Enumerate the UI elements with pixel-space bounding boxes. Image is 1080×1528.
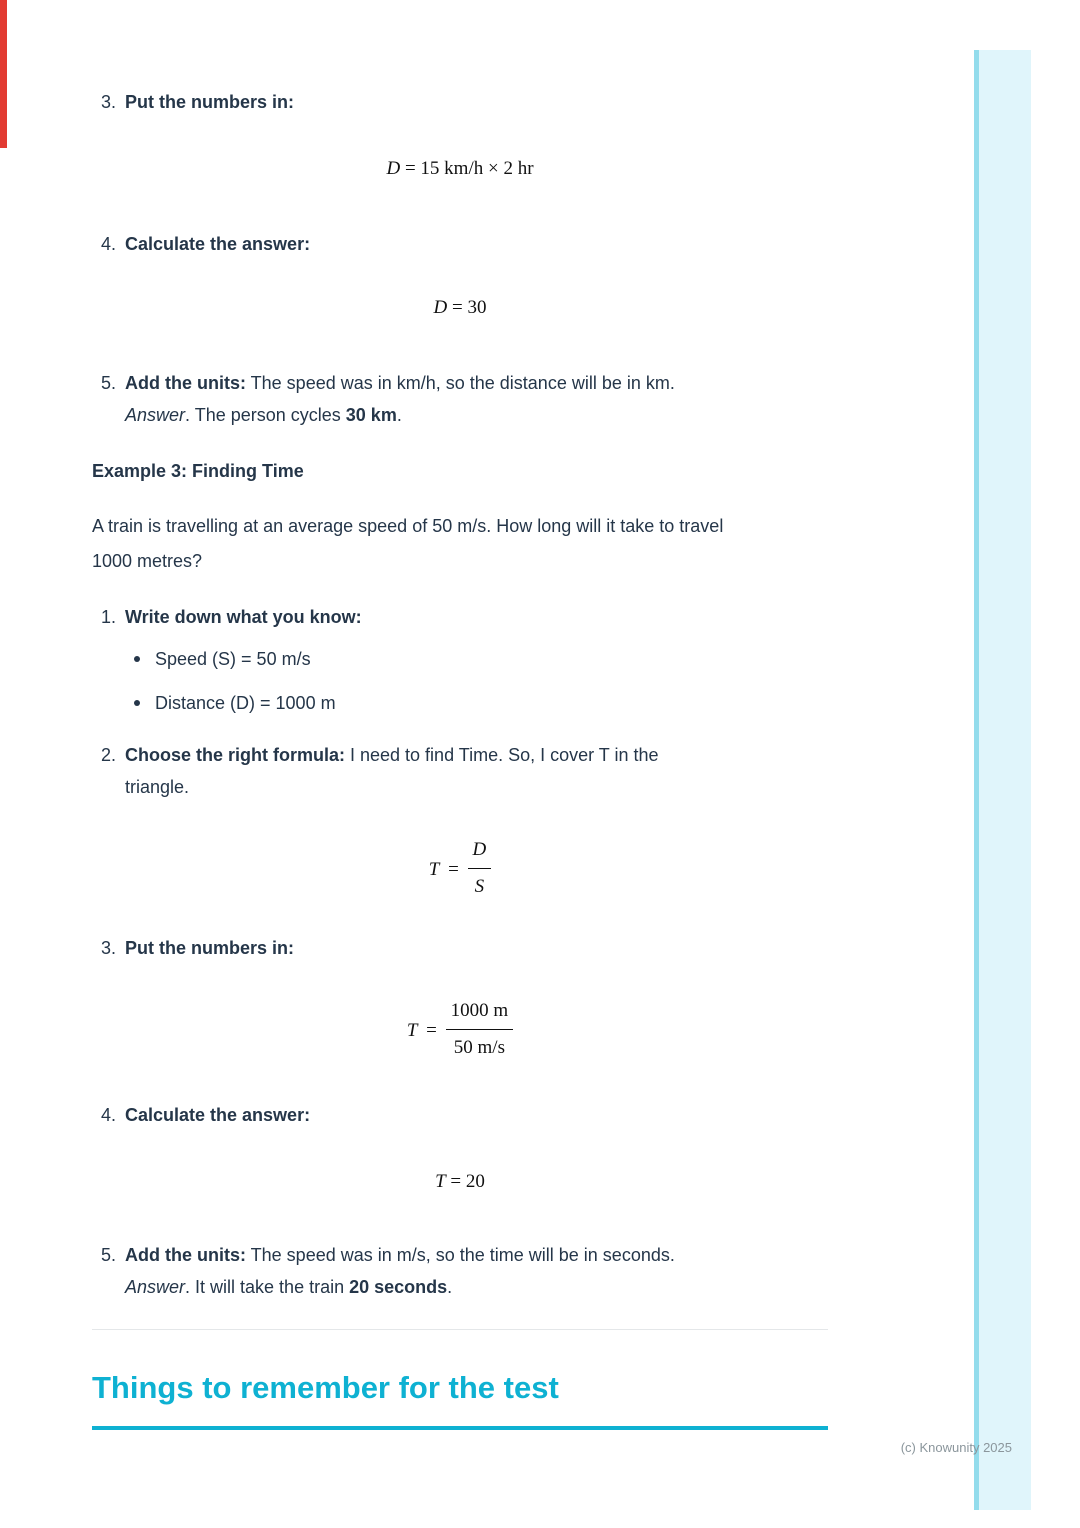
answer-text: . It will take the train bbox=[185, 1277, 350, 1297]
step-number: 4. bbox=[100, 1105, 116, 1125]
fraction-denominator: 50 m/s bbox=[453, 1037, 505, 1058]
list-item bbox=[134, 643, 828, 675]
fraction-denominator: S bbox=[474, 876, 485, 897]
step-label: Add the units: bbox=[125, 1245, 246, 1265]
formula-time-result bbox=[92, 1167, 828, 1197]
equals-sign: = bbox=[426, 1019, 437, 1041]
answer-line bbox=[125, 1271, 828, 1303]
step-text bbox=[125, 739, 725, 803]
answer-period: . bbox=[396, 405, 402, 425]
step-4-calculate-2 bbox=[92, 1099, 828, 1131]
step-line bbox=[125, 1239, 828, 1271]
copyright-credit: (c) Knowunity 2025 bbox=[900, 1440, 1012, 1455]
step-label: Put the numbers in: bbox=[125, 92, 295, 112]
step-text bbox=[125, 1239, 828, 1303]
step-number: 3. bbox=[100, 938, 116, 958]
formula-variable: T bbox=[428, 858, 440, 880]
left-red-stripe bbox=[0, 0, 7, 148]
formula-distance-calculation bbox=[92, 154, 828, 184]
formula-variable: D bbox=[386, 158, 401, 179]
section-title: Things to remember for the test bbox=[92, 1370, 559, 1405]
step-text bbox=[125, 86, 828, 118]
list-item bbox=[134, 687, 828, 719]
fraction bbox=[468, 835, 492, 902]
step-text bbox=[125, 367, 828, 431]
answer-word: Answer bbox=[125, 405, 186, 425]
section-divider bbox=[92, 1329, 828, 1330]
step-3-put-numbers bbox=[92, 86, 828, 118]
step-label: Calculate the answer: bbox=[125, 1105, 311, 1125]
step-5-add-units bbox=[92, 367, 828, 431]
step-1-write-down bbox=[92, 601, 828, 633]
step-text bbox=[125, 228, 828, 260]
formula-time-numbers bbox=[92, 1000, 828, 1063]
step-text bbox=[125, 601, 828, 633]
bullet-icon bbox=[134, 700, 140, 706]
formula-variable: D bbox=[433, 297, 448, 318]
equals-sign: = bbox=[448, 858, 459, 880]
step-detail: I need to find Time. So, I cover T in the triangle. bbox=[125, 745, 659, 797]
step-number: 4. bbox=[100, 234, 116, 254]
step-number: 5. bbox=[100, 1245, 116, 1265]
step-5-add-units-2 bbox=[92, 1239, 828, 1303]
formula-expression: = 20 bbox=[445, 1171, 485, 1192]
answer-value: 20 seconds bbox=[349, 1277, 448, 1297]
step-3-put-numbers-2 bbox=[92, 932, 828, 964]
step-number: 5. bbox=[100, 373, 116, 393]
example-3-intro: A train is travelling at an average speed of 50 m/s. How long will it take to travel 1000 metres? bbox=[92, 516, 724, 571]
step-label: Put the numbers in: bbox=[125, 938, 295, 958]
step-label: Choose the right formula: bbox=[125, 745, 345, 765]
step-detail: The speed was in km/h, so the distance will be in km. bbox=[245, 373, 675, 393]
answer-period: . bbox=[447, 1277, 453, 1297]
document-content bbox=[92, 86, 828, 1430]
step-line bbox=[125, 367, 828, 399]
step-number: 2. bbox=[100, 745, 116, 765]
fraction-numerator: D bbox=[468, 835, 492, 869]
answer-word: Answer bbox=[125, 1277, 186, 1297]
list-item-text: Distance (D) = 1000 m bbox=[155, 693, 336, 713]
fraction-numerator: 1000 m bbox=[446, 996, 514, 1030]
right-blue-band bbox=[979, 50, 1031, 1510]
formula-expression: = 30 bbox=[447, 297, 487, 318]
formula-time-definition bbox=[92, 839, 828, 902]
example-3-heading: Example 3: Finding Time bbox=[92, 461, 304, 481]
answer-value: 30 km bbox=[345, 405, 397, 425]
formula-variable: T bbox=[406, 1019, 418, 1041]
step-label: Calculate the answer: bbox=[125, 234, 311, 254]
step-4-calculate bbox=[92, 228, 828, 260]
step-number: 3. bbox=[100, 92, 116, 112]
answer-line bbox=[125, 399, 828, 431]
fraction bbox=[446, 996, 514, 1063]
list-item-text: Speed (S) = 50 m/s bbox=[155, 649, 311, 669]
step-2-choose-formula bbox=[92, 739, 828, 803]
step-text bbox=[125, 1099, 828, 1131]
step-detail: The speed was in m/s, so the time will be in seconds. bbox=[245, 1245, 675, 1265]
step-label: Add the units: bbox=[125, 373, 246, 393]
answer-text: . The person cycles bbox=[185, 405, 346, 425]
step-number: 1. bbox=[100, 607, 116, 627]
formula-variable: T bbox=[435, 1171, 446, 1192]
known-values-list bbox=[134, 643, 828, 719]
step-text bbox=[125, 932, 828, 964]
bullet-icon bbox=[134, 656, 140, 662]
formula-distance-result bbox=[92, 293, 828, 323]
formula-expression: = 15 km/h × 2 hr bbox=[400, 158, 534, 179]
step-label: Write down what you know: bbox=[125, 607, 362, 627]
section-title-underline bbox=[92, 1426, 828, 1430]
